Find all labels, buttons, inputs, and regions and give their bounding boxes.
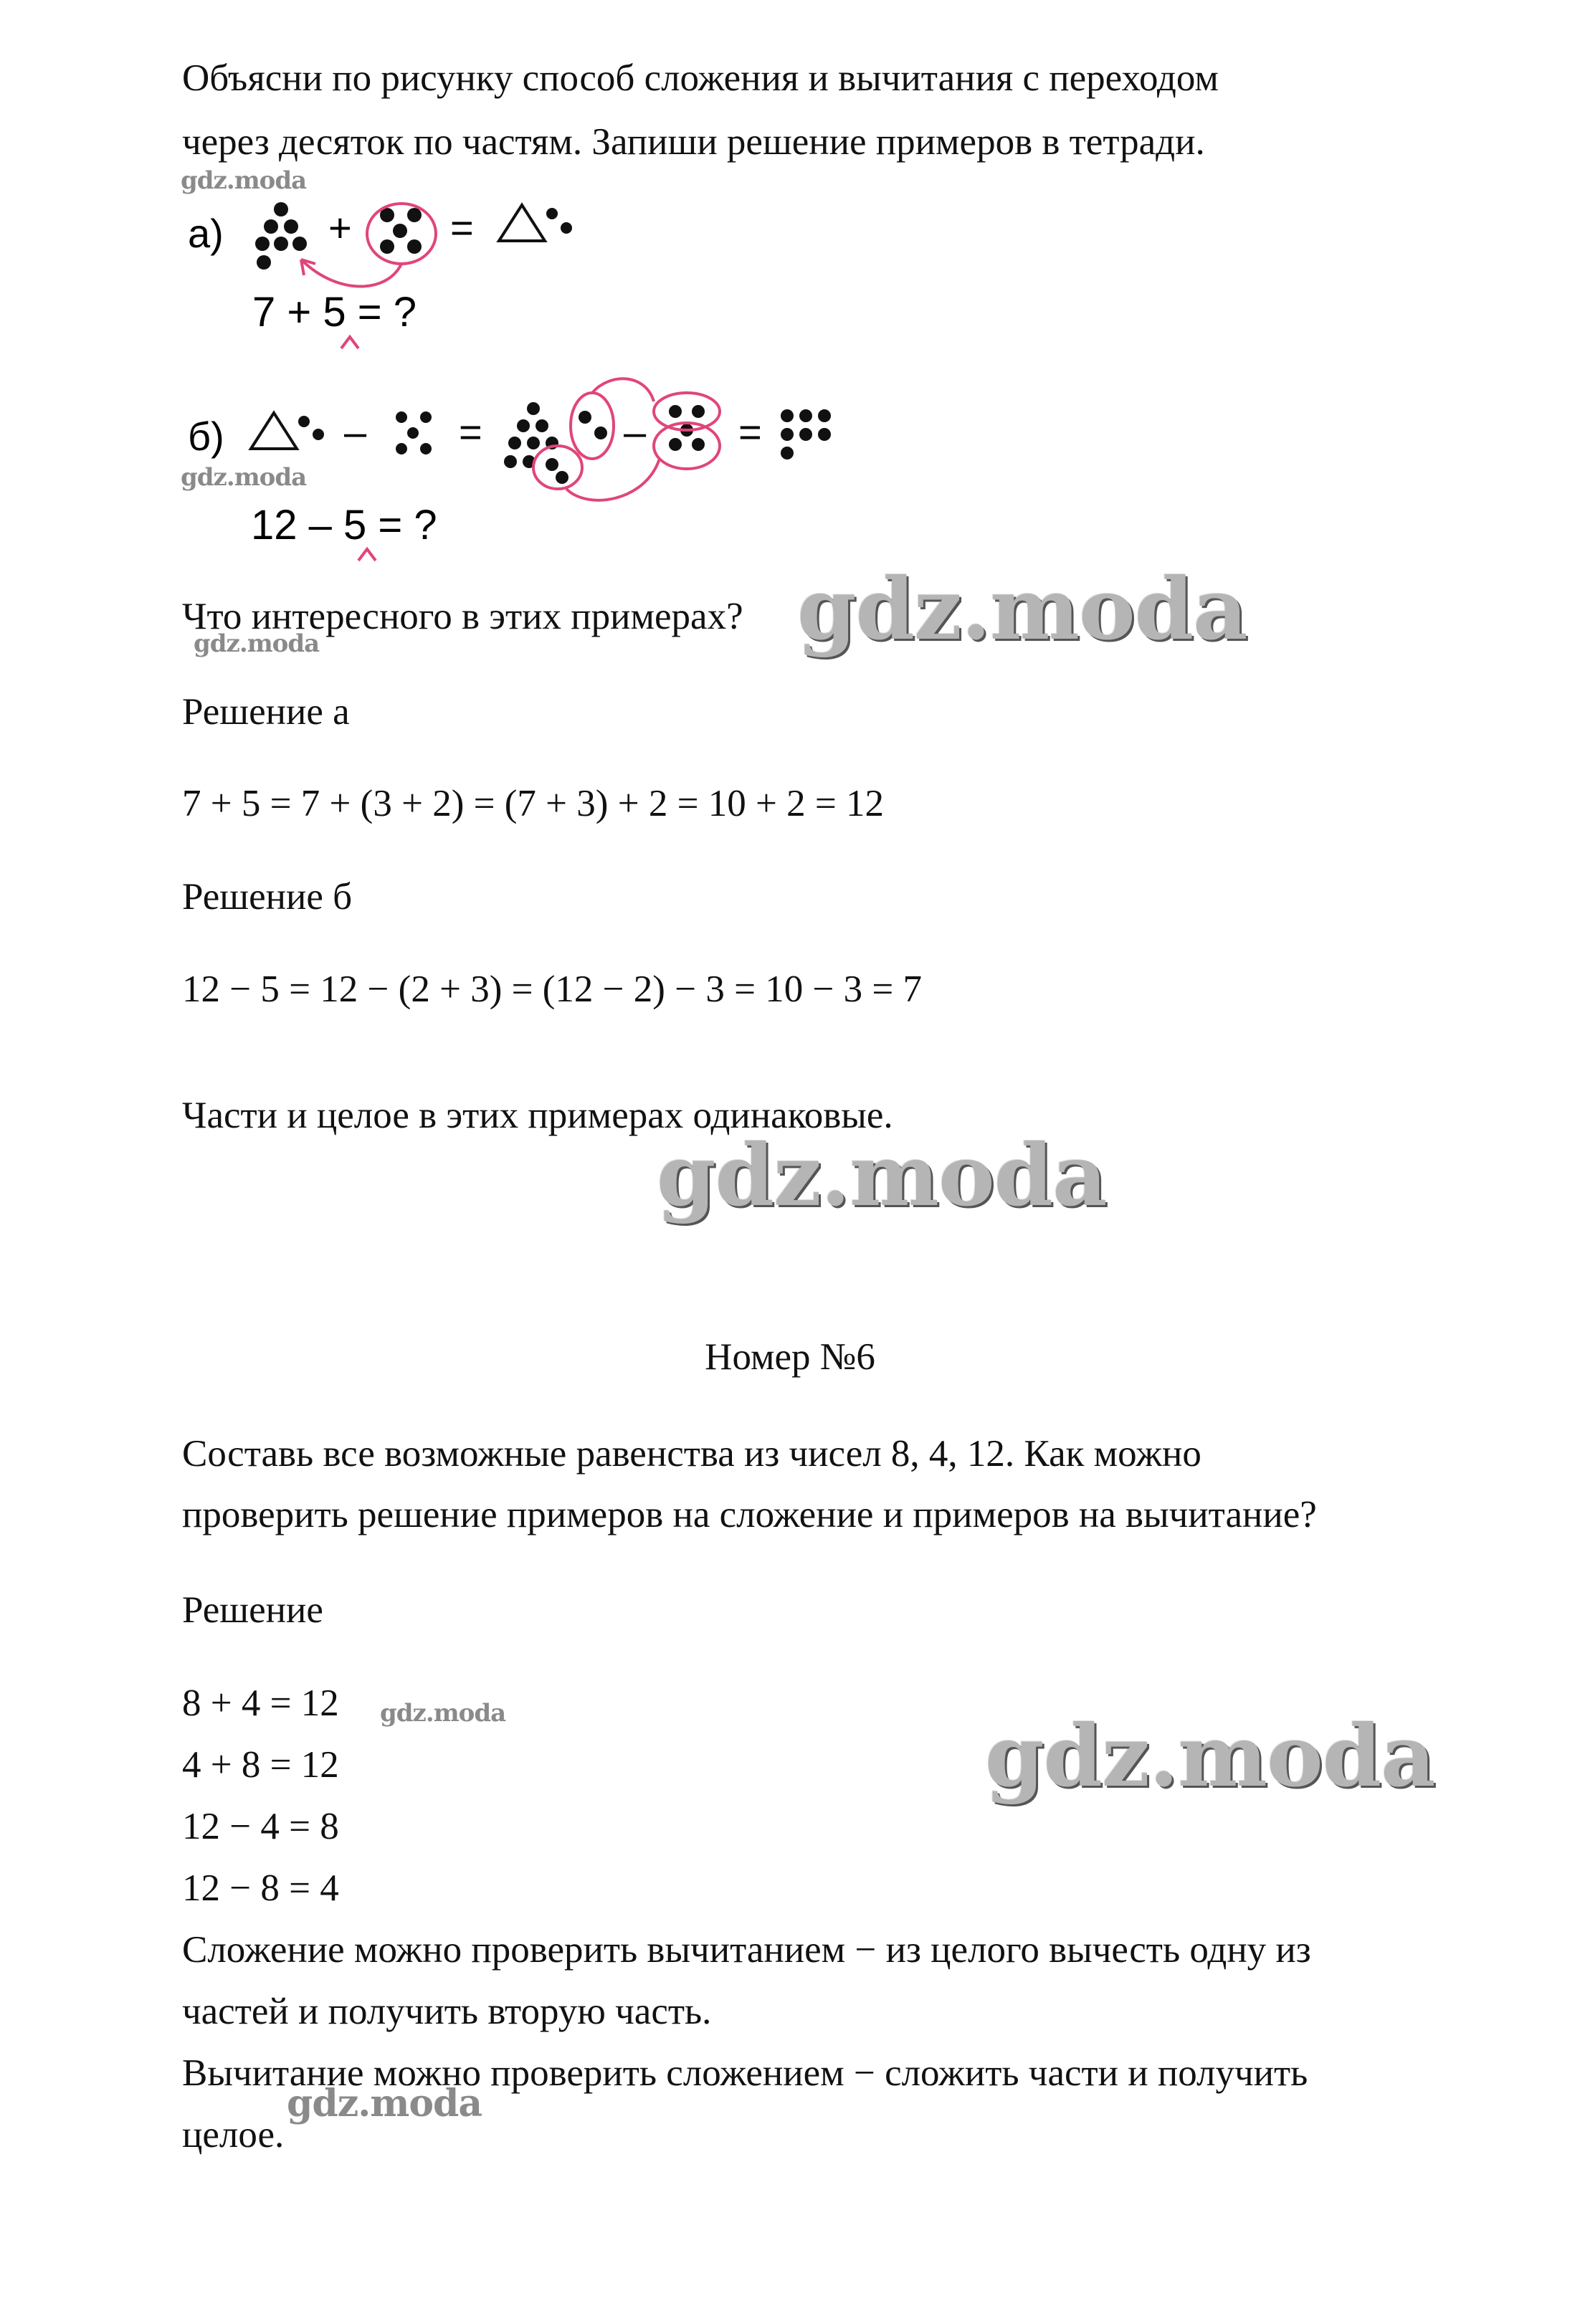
task5-question: Что интересного в этих примерах?: [182, 596, 743, 637]
watermark-large: gdz.moda: [985, 1706, 1435, 1806]
explanation-line4: целое.: [182, 2114, 285, 2156]
circled-two: [571, 393, 614, 459]
seven-dots: [255, 202, 307, 270]
solution-b-title: Решение б: [182, 876, 353, 918]
task6-solution-title: Решение: [182, 1589, 323, 1631]
figure-b-minus-2: –: [624, 409, 647, 454]
solution-b: 12 − 5 = 12 − (2 + 3) = (12 − 2) − 3 = 10 − 3 = 7: [182, 968, 922, 1010]
watermark-small: gdz.moda: [181, 166, 307, 195]
arrow-b-bottom: [566, 459, 660, 500]
task5-conclusion: Части и целое в этих примерах одинаковые.: [182, 1095, 893, 1136]
five-dots: [380, 208, 422, 254]
twelve-dots: [504, 402, 607, 484]
figure-a-equals: =: [450, 205, 474, 250]
task5-intro-line1: Объясни по рисунку способ сложения и вычитания с переходом: [182, 57, 1219, 99]
triangle-ten-a: [499, 205, 545, 241]
five-dots-b: [396, 411, 432, 454]
equation-4: 12 − 8 = 4: [182, 1867, 339, 1909]
equation-2: 4 + 8 = 12: [182, 1744, 339, 1786]
split-mark-b: [358, 549, 376, 561]
figure-b-equals-1: =: [459, 409, 482, 454]
watermark-large: gdz.moda: [797, 559, 1247, 659]
watermark-small: gdz.moda: [194, 629, 320, 658]
seven-dots-result: [781, 409, 831, 459]
watermark-large: gdz.moda: [657, 1125, 1107, 1225]
task6-question-line2: проверить решение примеров на сложение и примеров на вычитание?: [182, 1494, 1317, 1535]
watermark-small: gdz.moda: [287, 2082, 482, 2125]
explanation-line1: Сложение можно проверить вычитанием − из целого вычесть одну из: [182, 1929, 1311, 1971]
task6-question-line1: Составь все возможные равенства из чисел 8, 4, 12. Как можно: [182, 1433, 1201, 1475]
solution-a-title: Решение а: [182, 691, 350, 733]
figure-b-equals-2: =: [738, 409, 762, 454]
watermark-small: gdz.moda: [380, 1699, 506, 1728]
solution-a: 7 + 5 = 7 + (3 + 2) = (7 + 3) + 2 = 10 + 2 = 12: [182, 783, 884, 824]
figure-b-label: б): [188, 414, 224, 459]
figure-b-expression: 12 – 5 = ?: [251, 502, 437, 548]
figure-a-expression: 7 + 5 = ?: [252, 289, 417, 335]
arrow-a: [301, 259, 401, 287]
arrow-b-top: [592, 378, 654, 401]
triangle-ten-b: [251, 413, 297, 449]
figure-a-plus: +: [328, 205, 352, 250]
equation-1: 8 + 4 = 12: [182, 1682, 339, 1724]
explanation-line3: Вычитание можно проверить сложением − сложить части и получить: [182, 2052, 1308, 2094]
task6-heading: Номер №6: [705, 1336, 875, 1378]
task5-intro-line2: через десяток по частям. Запиши решение примеров в тетради.: [182, 121, 1205, 163]
explanation-line2: частей и получить вторую часть.: [182, 1991, 712, 2032]
watermark-small: gdz.moda: [181, 463, 307, 492]
equation-3: 12 − 4 = 8: [182, 1806, 339, 1847]
split-mark-a: [341, 337, 358, 348]
figure-b-minus: –: [344, 409, 367, 454]
figure-a-label: а): [188, 211, 224, 256]
